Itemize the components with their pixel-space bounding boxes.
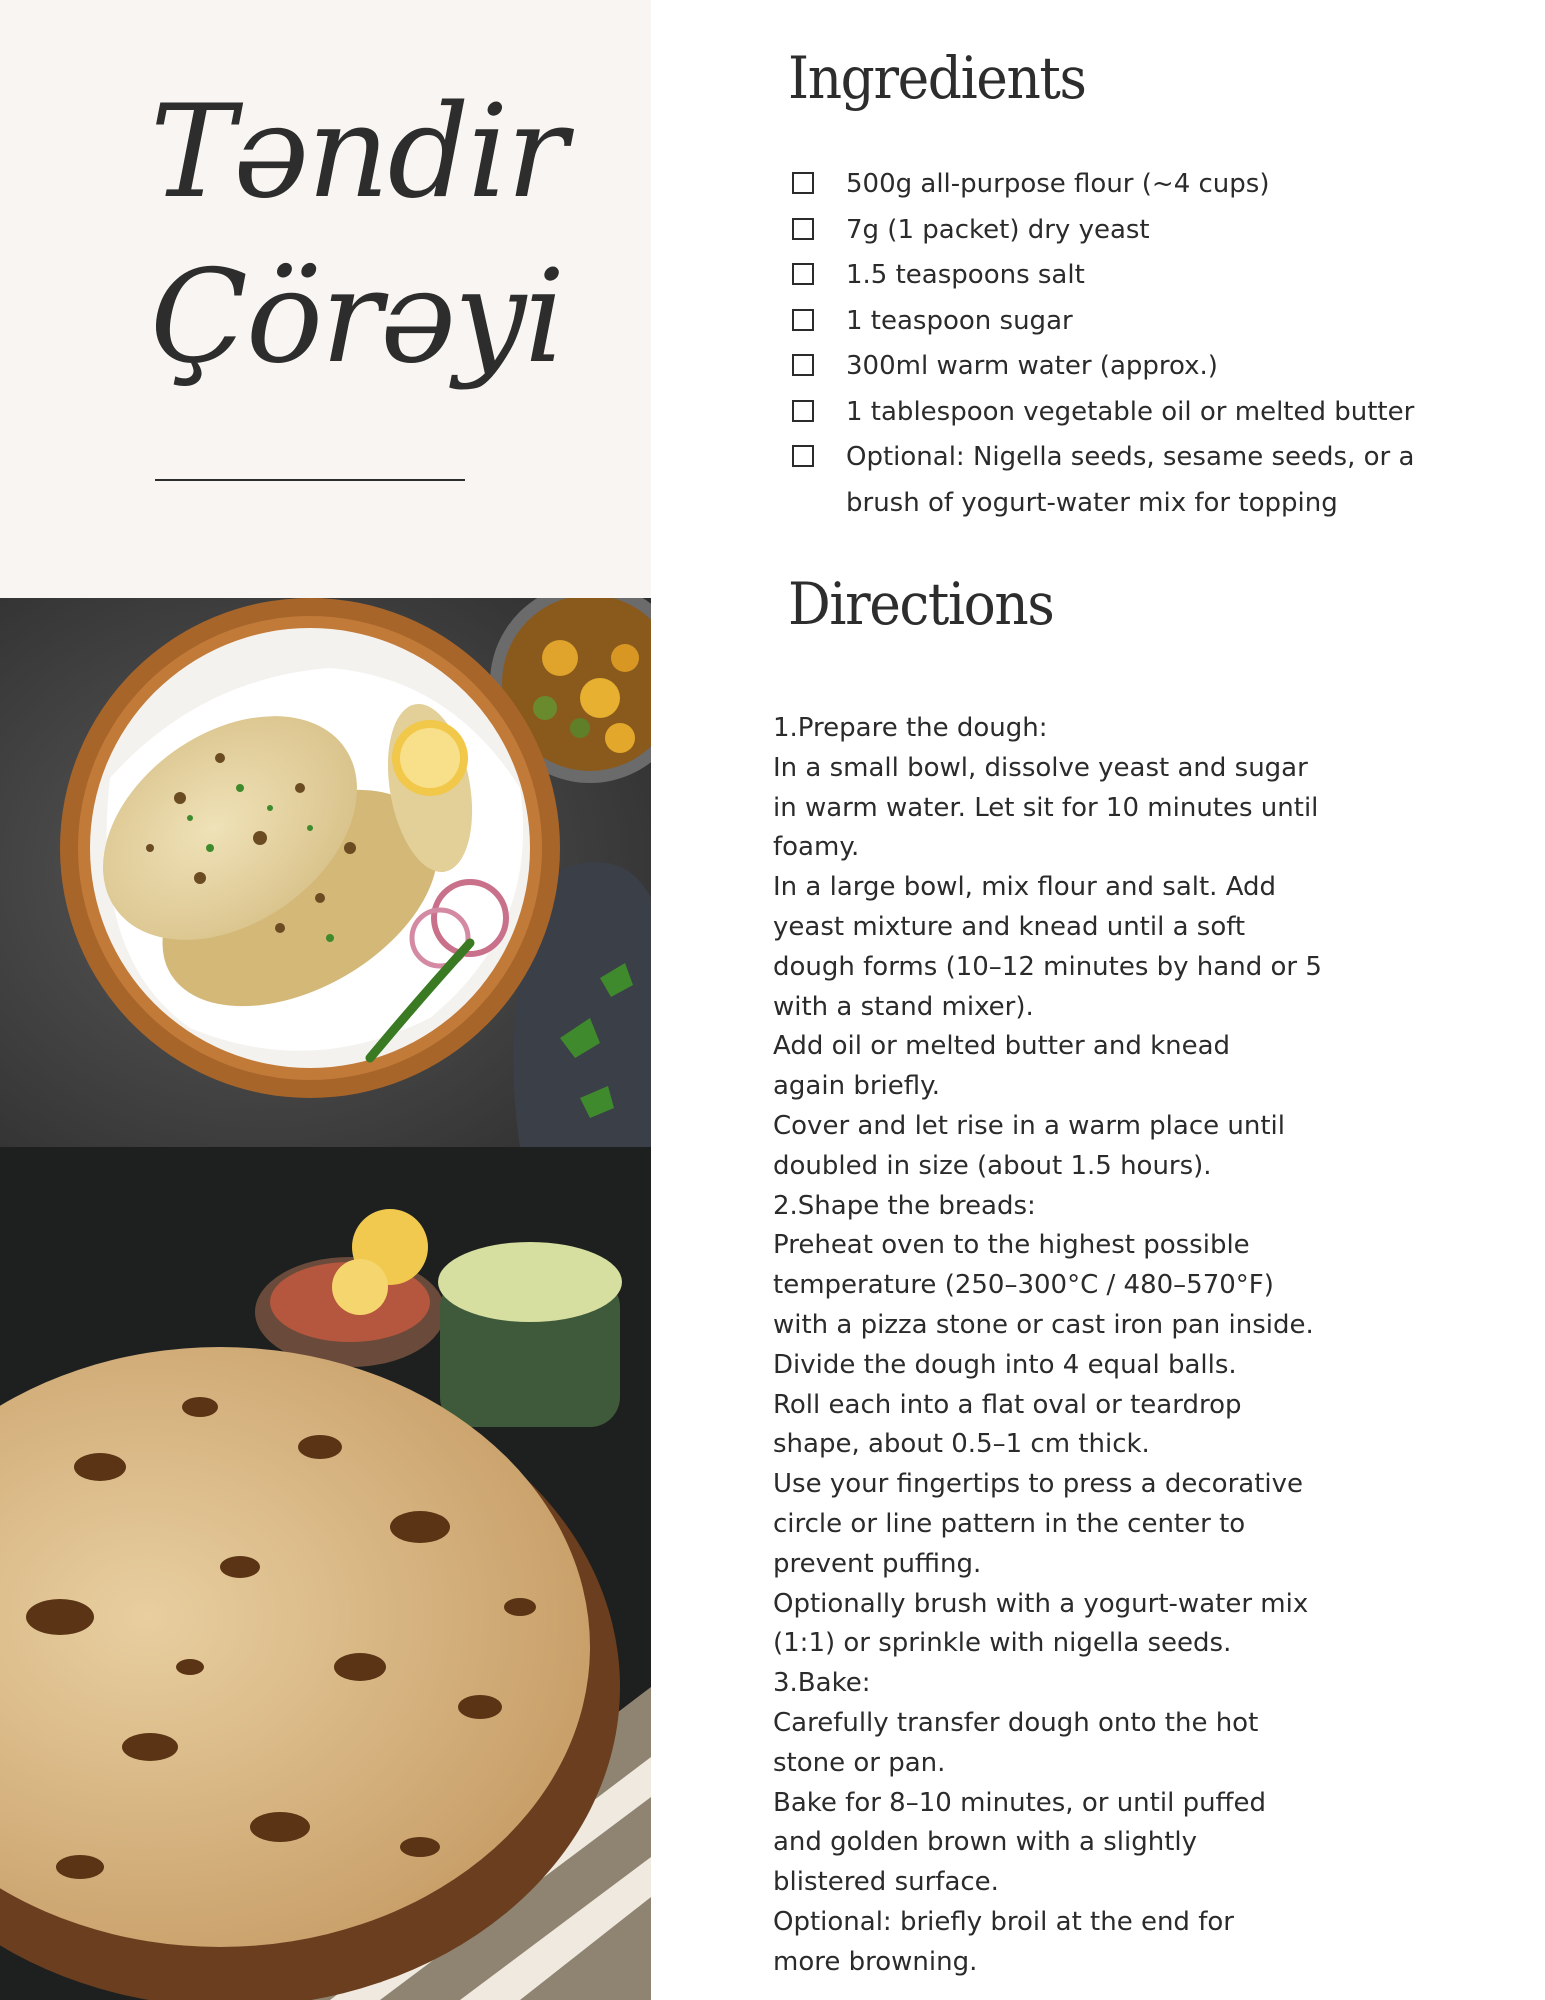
ingredient-item: [790, 299, 1490, 345]
checkbox-icon[interactable]: [792, 445, 814, 467]
ingredient-text: 7g (1 packet) dry yeast: [846, 214, 1150, 245]
direction-line: Cover and let rise in a warm place until: [773, 1110, 1285, 1141]
direction-line: circle or line pattern in the center to: [773, 1508, 1246, 1539]
recipe-title-line-1: Təndir: [150, 78, 566, 227]
checkbox-icon[interactable]: [792, 309, 814, 331]
ingredient-item: [790, 344, 1490, 390]
direction-line: Optionally brush with a yogurt-water mix: [773, 1588, 1309, 1619]
ingredient-text: 500g all-purpose flour (~4 cups): [846, 169, 1270, 199]
direction-line: 3.Bake:: [773, 1668, 871, 1699]
direction-line: stone or pan.: [773, 1747, 946, 1778]
ingredient-item: [790, 390, 1490, 436]
direction-line: blistered surface.: [773, 1867, 999, 1898]
title-panel: [0, 0, 651, 598]
ingredient-item: [790, 435, 1490, 526]
ingredient-item: [790, 253, 1490, 299]
direction-line: Use your fingertips to press a decorative: [773, 1469, 1304, 1500]
direction-line: Optional: briefly broil at the end for: [773, 1906, 1234, 1937]
direction-line: dough forms (10–12 minutes by hand or 5: [773, 951, 1322, 982]
ingredient-text: 1 teaspoon sugar: [846, 305, 1073, 336]
direction-line: and golden brown with a slightly: [773, 1827, 1197, 1858]
directions-heading: Directions: [788, 570, 1054, 638]
direction-line: In a large bowl, mix flour and salt. Add: [773, 872, 1277, 903]
checkbox-icon[interactable]: [792, 263, 814, 285]
direction-line: shape, about 0.5–1 cm thick.: [773, 1429, 1150, 1460]
direction-line: doubled in size (about 1.5 hours).: [773, 1150, 1212, 1181]
direction-line: Divide the dough into 4 equal balls.: [773, 1349, 1237, 1380]
direction-line: In a small bowl, dissolve yeast and sugar: [773, 752, 1308, 783]
direction-line: 2.Shape the breads:: [773, 1190, 1036, 1221]
checkbox-icon[interactable]: [792, 354, 814, 376]
ingredient-text: 1 tablespoon vegetable oil or melted butter: [846, 396, 1415, 427]
direction-line: in warm water. Let sit for 10 minutes until: [773, 792, 1319, 823]
direction-line: (1:1) or sprinkle with nigella seeds.: [773, 1628, 1232, 1659]
tandoor-bread-photo: [0, 1147, 651, 2000]
checkbox-icon[interactable]: [792, 172, 814, 194]
recipe-title-line-2: Çörəyi: [150, 243, 564, 392]
ingredient-text: 300ml warm water (approx.): [846, 351, 1218, 381]
title-divider: [155, 479, 465, 481]
direction-line: more browning.: [773, 1946, 978, 1977]
ingredients-list: [790, 162, 1490, 526]
direction-line: Carefully transfer dough onto the hot: [773, 1707, 1259, 1738]
checkbox-icon[interactable]: [792, 400, 814, 422]
direction-line: with a pizza stone or cast iron pan inside.: [773, 1309, 1314, 1340]
ingredient-item: [790, 162, 1490, 208]
checkbox-icon[interactable]: [792, 218, 814, 240]
ingredients-heading: Ingredients: [788, 44, 1086, 112]
naan-basket-photo: [0, 598, 651, 1147]
direction-line: Add oil or melted butter and knead: [773, 1031, 1231, 1062]
direction-line: Preheat oven to the highest possible: [773, 1230, 1250, 1261]
directions-text: [773, 709, 1373, 1983]
direction-line: prevent puffing.: [773, 1548, 982, 1579]
ingredient-text: 1.5 teaspoons salt: [846, 260, 1085, 290]
direction-line: again briefly.: [773, 1071, 941, 1102]
direction-line: Roll each into a flat oval or teardrop: [773, 1389, 1242, 1420]
direction-line: yeast mixture and knead until a soft: [773, 911, 1246, 942]
direction-line: temperature (250–300°C / 480–570°F): [773, 1270, 1274, 1301]
recipe-title: [150, 70, 566, 400]
direction-line: Bake for 8–10 minutes, or until puffed: [773, 1787, 1266, 1818]
ingredient-text: Optional: Nigella seeds, sesame seeds, or a brush of yogurt-water mix for topping: [846, 442, 1415, 518]
direction-line: foamy.: [773, 832, 860, 863]
direction-line: 1.Prepare the dough:: [773, 713, 1048, 743]
direction-line: with a stand mixer).: [773, 991, 1034, 1022]
ingredient-item: [790, 208, 1490, 254]
